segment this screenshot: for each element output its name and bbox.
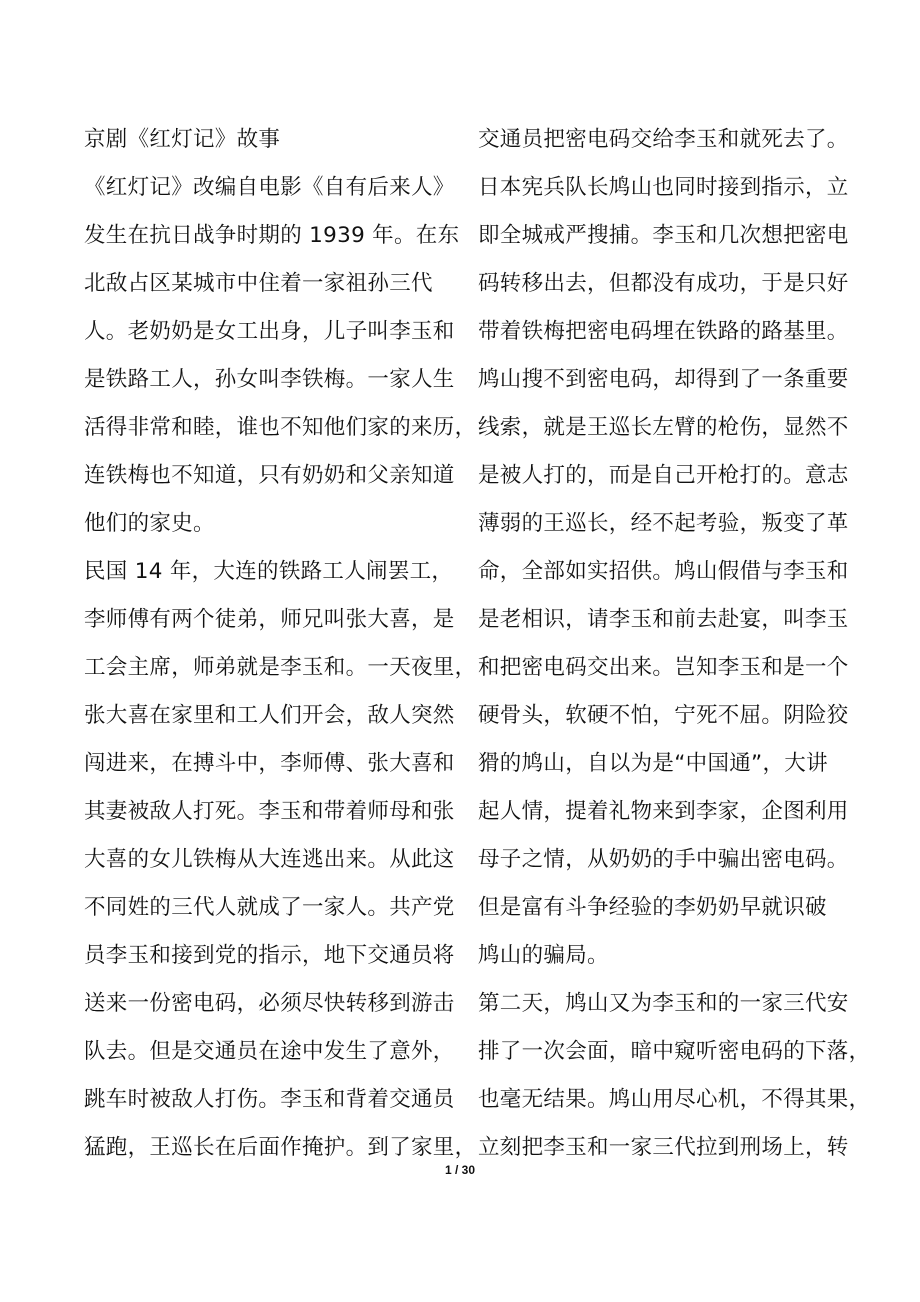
text-line: 也毫无结果。鸠山用尽心机，不得其果， — [478, 1087, 871, 1112]
page-number: 1 / 30 — [444, 1163, 476, 1177]
text-line: 即全城戒严搜捕。李玉和几次想把密电 — [478, 223, 849, 248]
text-line: 猛跑，王巡长在后面作掩护。到了家里， — [84, 1135, 477, 1160]
text-line: 民国 14 年，大连的铁路工人闹罢工， — [84, 559, 454, 584]
text-line: 和把密电码交出来。岂知李玉和是一个 — [478, 655, 849, 680]
text-line: 不同姓的三代人就成了一家人。共产党 — [84, 895, 455, 920]
text-line: 连铁梅也不知道，只有奶奶和父亲知道 — [84, 463, 455, 488]
text-line: 带着铁梅把密电码埋在铁路的路基里。 — [478, 319, 849, 344]
text-line: 是老相识，请李玉和前去赴宴，叫李玉 — [478, 607, 849, 632]
text-line: 但是富有斗争经验的李奶奶早就识破 — [478, 895, 827, 920]
text-line: 硬骨头，软硬不怕，宁死不屈。阴险狡 — [478, 703, 849, 728]
text-line: 码转移出去，但都没有成功，于是只好 — [478, 271, 849, 296]
text-line: 跳车时被敌人打伤。李玉和背着交通员 — [84, 1087, 455, 1112]
text-line: 日本宪兵队长鸠山也同时接到指示，立 — [478, 175, 849, 200]
text-line: 线索，就是王巡长左臂的枪伤，显然不 — [478, 415, 849, 440]
text-line: 鸠山搜不到密电码，却得到了一条重要 — [478, 367, 849, 392]
text-line: 工会主席，师弟就是李玉和。一天夜里， — [84, 655, 477, 680]
right-text-column — [478, 116, 871, 1172]
text-line: 大喜的女儿铁梅从大连逃出来。从此这 — [84, 847, 455, 872]
text-line: 送来一份密电码，必须尽快转移到游击 — [84, 991, 455, 1016]
text-line: 闯进来，在搏斗中，李师傅、张大喜和 — [84, 751, 455, 776]
text-line: 活得非常和睦，谁也不知他们家的来历， — [84, 415, 477, 440]
text-line: 鸠山的骗局。 — [478, 943, 609, 968]
text-line: 员李玉和接到党的指示，地下交通员将 — [84, 943, 455, 968]
text-line: 交通员把密电码交给李玉和就死去了。 — [478, 127, 849, 152]
text-line: 排了一次会面，暗中窥听密电码的下落， — [478, 1039, 871, 1064]
text-line: 起人情，提着礼物来到李家，企图利用 — [478, 799, 849, 824]
text-line: 张大喜在家里和工人们开会，敌人突然 — [84, 703, 455, 728]
text-line: 猾的鸠山，自以为是“中国通”，大讲 — [478, 751, 828, 776]
text-line: 他们的家史。 — [84, 511, 215, 536]
text-line: 人。老奶奶是女工出身，儿子叫李玉和 — [84, 319, 455, 344]
text-line: 北敌占区某城市中住着一家祖孙三代 — [84, 271, 433, 296]
text-line: 《红灯记》改编自电影《自有后来人》 — [84, 175, 455, 200]
text-line: 命，全部如实招供。鸠山假借与李玉和 — [478, 559, 849, 584]
text-line: 是被人打的，而是自己开枪打的。意志 — [478, 463, 849, 488]
text-line: 队去。但是交通员在途中发生了意外， — [84, 1039, 455, 1064]
text-line: 第二天，鸠山又为李玉和的一家三代安 — [478, 991, 849, 1016]
text-line: 京剧《红灯记》故事 — [84, 127, 281, 152]
text-line: 立刻把李玉和一家三代拉到刑场上，转 — [478, 1135, 849, 1160]
text-line: 是铁路工人，孙女叫李铁梅。一家人生 — [84, 367, 455, 392]
text-line: 其妻被敌人打死。李玉和带着师母和张 — [84, 799, 455, 824]
text-line: 薄弱的王巡长，经不起考验，叛变了革 — [478, 511, 849, 536]
text-line: 发生在抗日战争时期的 1939 年。在东 — [84, 223, 460, 248]
text-line: 李师傅有两个徒弟，师兄叫张大喜，是 — [84, 607, 455, 632]
text-line: 母子之情，从奶奶的手中骗出密电码。 — [478, 847, 849, 872]
